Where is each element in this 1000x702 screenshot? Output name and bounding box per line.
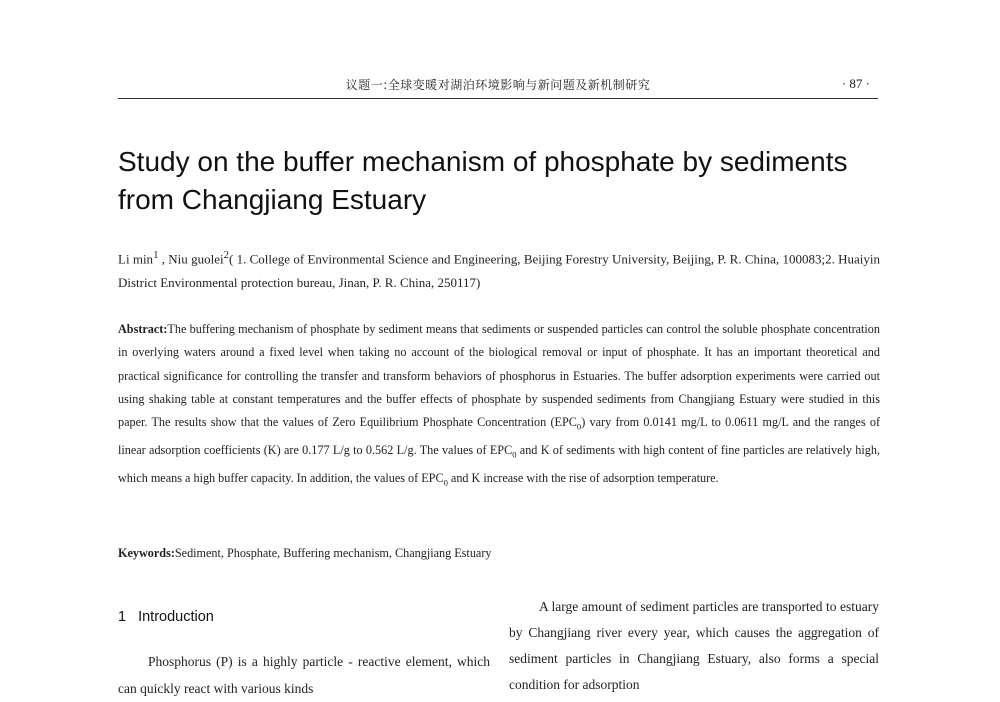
abstract-text-2: ) vary from 0.0141 mg/L to 0.0611 mg/L and the ranges of linear adsorption coefficients (K) are 0.177 L/g to 0.562 L/g. The values of EPC [118, 415, 881, 457]
paper-title [118, 143, 898, 219]
title-line-2: from Changjiang Estuary [118, 184, 427, 215]
epc-subscript-3: 0 [443, 477, 448, 488]
keywords-colon: : [170, 546, 175, 560]
header-rule [118, 98, 878, 99]
abstract [118, 318, 880, 494]
page-number: · 87 · [841, 76, 870, 91]
author-1: Li min [118, 251, 154, 267]
abstract-label: Abstract [118, 322, 164, 336]
epc-subscript-2: 0 [512, 449, 517, 460]
abstract-colon: : [163, 322, 168, 336]
running-header [118, 76, 878, 96]
body-column-left: Phosphorus (P) is a highly particle - reactive element, which can quickly react with various kinds [118, 654, 490, 696]
keywords-text: Sediment, Phosphate, Buffering mechanism, Changjiang Estuary [174, 546, 492, 560]
author-1-mark: 1 [153, 249, 159, 261]
running-title: 议题一:全球变暖对湖泊环境影响与新问题及新机制研究 [345, 78, 651, 92]
abstract-text-4: and K increase with the rise of adsorption temperature. [447, 470, 719, 485]
affiliation: ( 1. College of Environmental Science and Engineering, Beijing Forestry University, Beijing, P. R. China, 100083;2. Huaiyin District Environmental protection bureau, Jinan, P. R. China, 250117) [118, 251, 880, 291]
section-heading-introduction [118, 609, 214, 625]
author-separator: , [158, 251, 169, 267]
section-title: Introduction [138, 609, 214, 625]
epc-subscript-1: 0 [576, 421, 582, 432]
abstract-text-3: and K of sediments with high content of fine particles are relatively high, which means a high buffer capacity. In addition, the values of EPC [118, 442, 880, 485]
keywords [118, 542, 880, 564]
author-2: Niu guolei [168, 251, 224, 267]
keywords-label: Keywords [118, 546, 171, 560]
section-number: 1 [118, 609, 127, 625]
title-line-1: Study on the buffer mechanism of phosphate by sediments [118, 146, 848, 177]
author-block [118, 243, 880, 295]
abstract-text-1: The buffering mechanism of phosphate by sediment means that sediments or suspended particles can control the soluble phosphate concentration in overlying waters around a fixed level when taking no account of the biological removal or input of phosphate. It has an important theoretical and practical significance for controlling the transfer and transform behaviors of phosphorus in Estuaries. The buffer adsorption experiments were carried out using shaking table at constant temperatures and the buffer effects of phosphate by suspended sediments from Changjiang Estuary were studied in this paper. The results show that the values of Zero Equilibrium Phosphate Concentration (EPC [118, 322, 880, 430]
body-column-right: A large amount of sediment particles are transported to estuary by Changjiang river every year, which causes the aggregation of sediment particles in Changjiang Estuary, also forms a special condition for adsorption [509, 599, 879, 692]
author-2-mark: 2 [223, 249, 229, 261]
